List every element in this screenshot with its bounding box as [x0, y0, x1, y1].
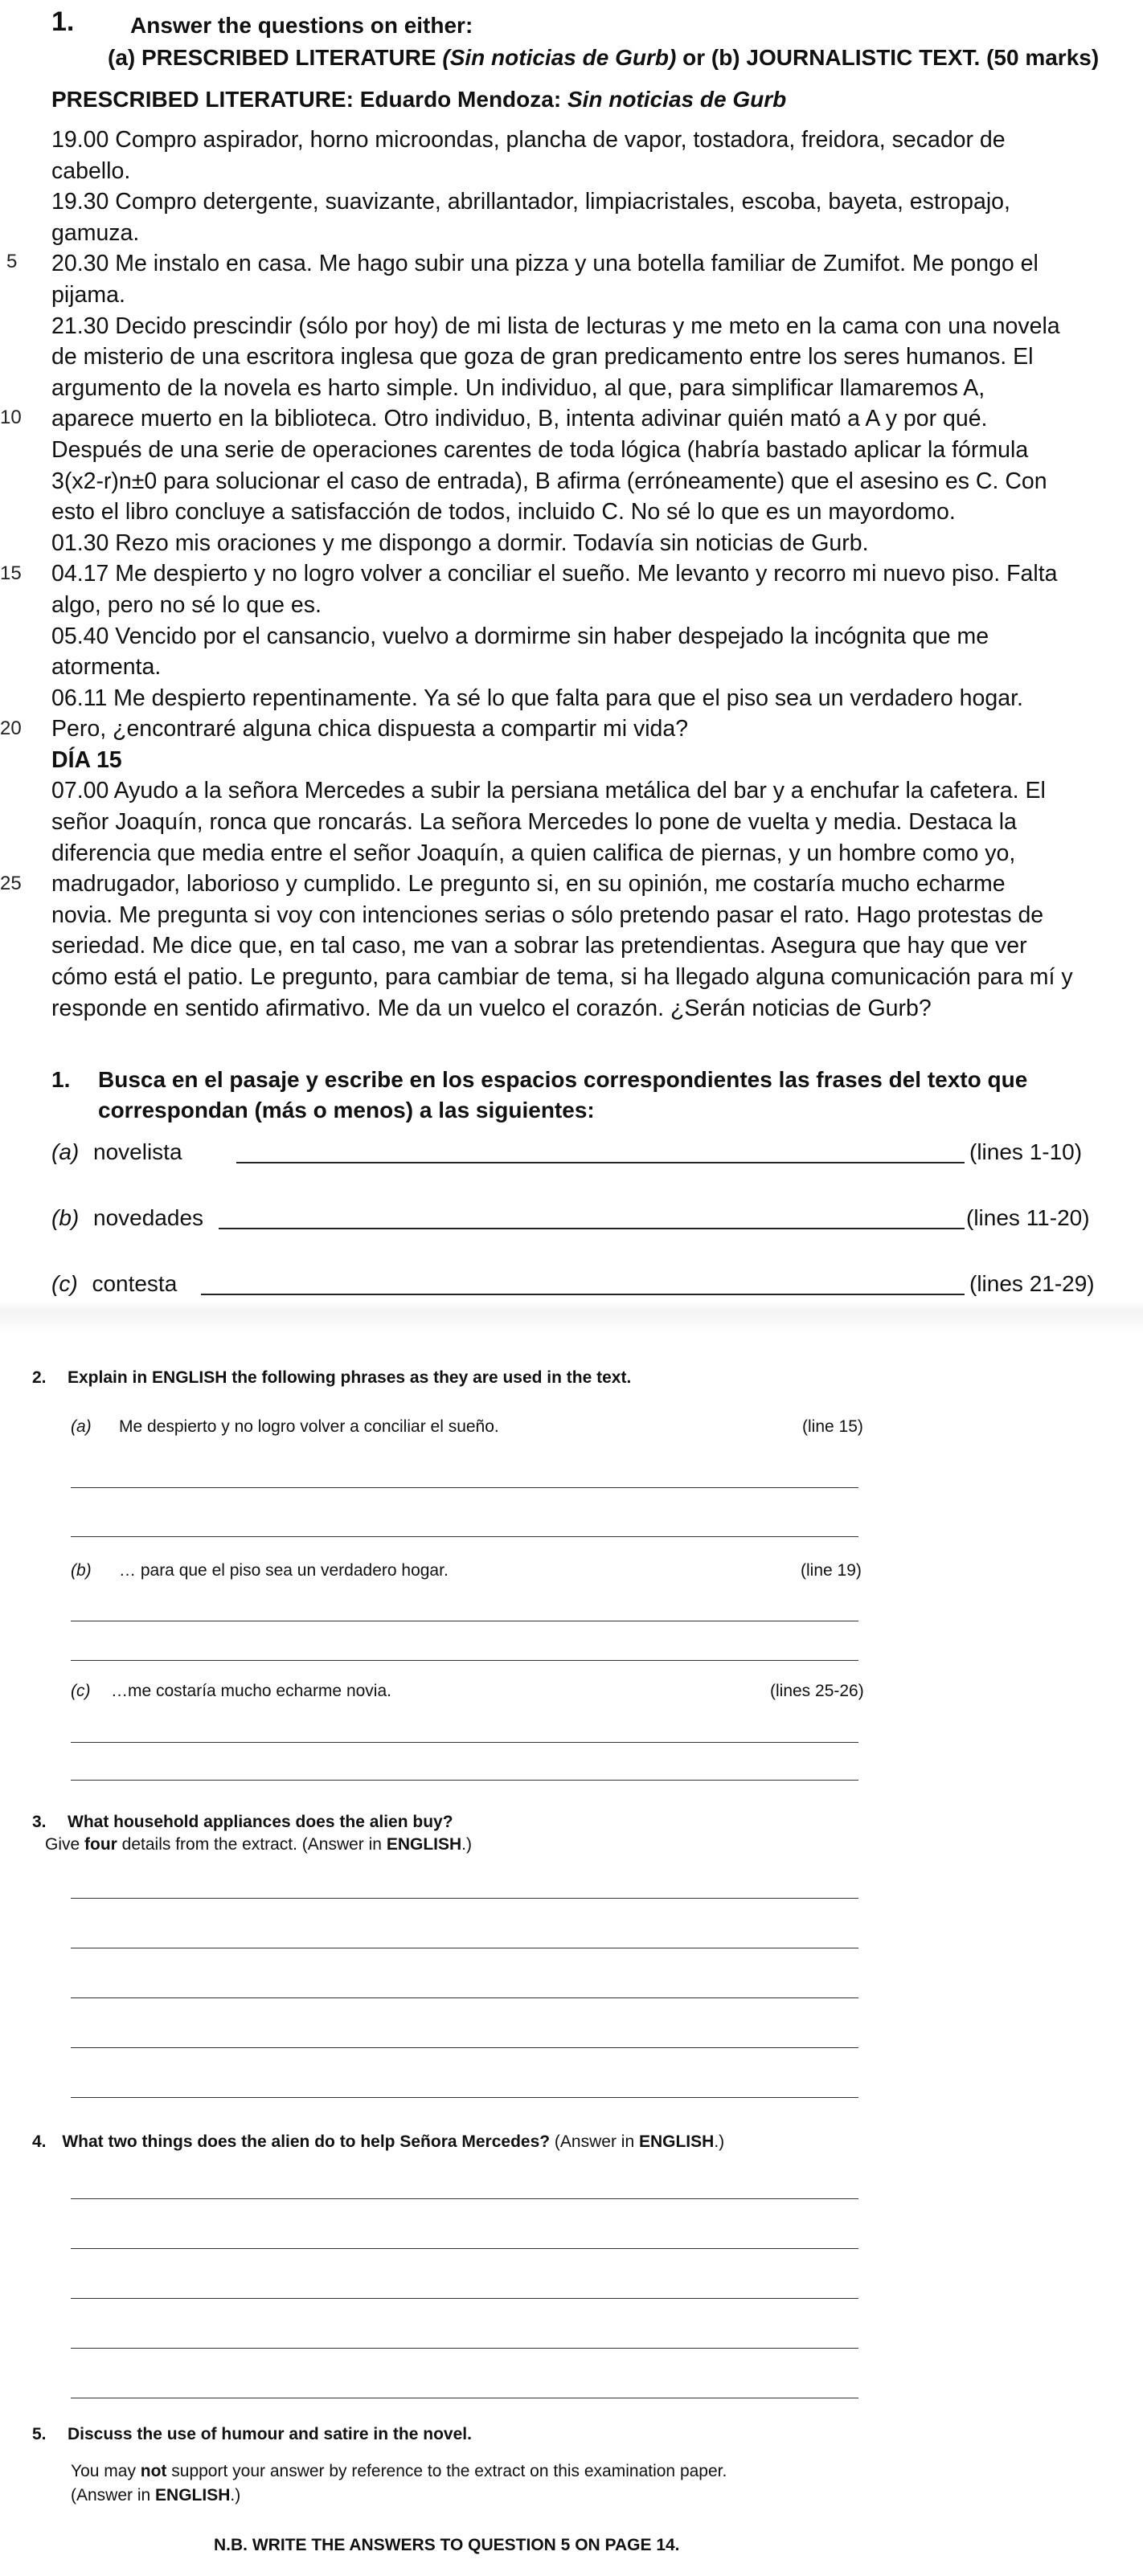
line-number: 5	[6, 251, 18, 272]
q3-subtext	[45, 1835, 472, 1854]
q5-note2	[71, 2486, 240, 2505]
line-number: 10	[0, 407, 22, 428]
q2-number: 2.	[32, 1368, 47, 1387]
passage-line: novia. Me pregunta si voy con intenciones serias o sólo pretendo pasar el rato. Hago protestas de	[51, 902, 1044, 928]
q1-number: 1.	[51, 1067, 71, 1092]
q4-sub-end: .)	[714, 2132, 725, 2151]
q2-item-ref: (line 19)	[801, 1561, 862, 1580]
page-fold-shadow	[0, 1302, 1143, 1334]
answer-line[interactable]	[71, 2198, 858, 2199]
answer-line[interactable]	[201, 1294, 965, 1295]
q5-note	[71, 2462, 727, 2481]
passage-line: señor Joaquín, ronca que roncarás. La señora Mercedes lo pone de vuelta y media. Destaca la	[51, 809, 1017, 836]
q1-item	[51, 1136, 182, 1167]
passage-line: Después de una serie de operaciones carentes de toda lógica (habría bastado aplicar la fórmula	[51, 436, 1029, 463]
line-number: 15	[0, 562, 22, 584]
answer-line[interactable]	[71, 1487, 858, 1488]
q4-sub-pre: (Answer in	[550, 2132, 639, 2151]
q2-item-phrase: Me despierto y no logro volver a conciliar el sueño.	[119, 1417, 499, 1436]
q1-item-word: contesta	[92, 1271, 178, 1296]
q1-item-letter: (b)	[51, 1205, 80, 1230]
answer-line[interactable]	[71, 1742, 858, 1743]
answer-line[interactable]	[236, 1162, 965, 1163]
passage-line: argumento de la novela es harto simple. Un individuo, al que, para simplificar llamaremos A,	[51, 374, 985, 401]
passage-line: madrugador, laborioso y cumplido. Le pregunto si, en su opinión, me costaría mucho echarme	[51, 871, 1006, 898]
q5-note2-end: .)	[230, 2486, 241, 2504]
q1-text-line1: Busca en el pasaje y escribe en los espacios correspondientes las frases del texto que	[98, 1067, 1028, 1092]
q3-number: 3.	[32, 1813, 47, 1831]
answer-line[interactable]	[71, 2097, 858, 2098]
q5-note2-pre: (Answer in	[71, 2486, 156, 2504]
q1-text-line2: correspondan (más o menos) a las siguientes:	[98, 1098, 595, 1122]
passage-line: Pero, ¿encontraré alguna chica dispuesta a compartir mi vida?	[51, 716, 689, 742]
q1-item-letter: (c)	[51, 1271, 78, 1296]
passage-line: esto el libro concluye a satisfacción de todos, incluido C. No sé lo que es un mayordomo.	[51, 499, 956, 525]
passage-line: aparece muerto en la biblioteca. Otro individuo, B, intenta adivinar quién mató a A y por qué.	[51, 406, 988, 432]
day-heading: DÍA 15	[51, 746, 122, 773]
q1-item	[51, 1268, 177, 1299]
q4-number: 4.	[32, 2132, 47, 2151]
q3-sub-bold: four	[84, 1835, 117, 1854]
section-title: Sin noticias de Gurb	[567, 87, 787, 112]
passage-line: pijama.	[51, 281, 125, 308]
passage-line: 05.40 Vencido por el cansancio, vuelvo a dormirme sin haber despejado la incógnita que me	[51, 623, 989, 649]
q1-item-word: novelista	[93, 1139, 182, 1164]
q2-item-ref: (lines 25-26)	[770, 1682, 864, 1700]
passage-line: 20.30 Me instalo en casa. Me hago subir una pizza y una botella familiar de Zumifot. Me pongo el	[51, 251, 1039, 277]
q2-text: Explain in ENGLISH the following phrases as they are used in the text.	[68, 1368, 632, 1387]
q5-title: Discuss the use of humour and satire in the novel.	[68, 2425, 472, 2443]
option-rest: or (b) JOURNALISTIC TEXT. (50 marks)	[676, 45, 1100, 70]
passage-line: algo, pero no sé lo que es.	[51, 591, 322, 618]
passage-line: atormenta.	[51, 654, 162, 681]
q2-item-ref: (line 15)	[802, 1417, 863, 1436]
passage-line: 01.30 Rezo mis oraciones y me dispongo a dormir. Todavía sin noticias de Gurb.	[51, 530, 869, 556]
passage-line: gamuza.	[51, 219, 140, 246]
passage-line: 19.00 Compro aspirador, horno microondas, plancha de vapor, tostadora, freidora, secador de	[51, 127, 1006, 153]
q1-item-ref: (lines 1-10)	[969, 1139, 1083, 1164]
q5-note-pre: You may	[71, 2462, 141, 2480]
q5-number: 5.	[32, 2425, 47, 2443]
passage-line: diferencia que media entre el señor Joaquín, a quien califica de piernas, y un hombre como yo,	[51, 840, 1016, 866]
q1-item	[51, 1202, 203, 1233]
answer-line[interactable]	[71, 2348, 858, 2349]
q5-note2-bold: ENGLISH	[155, 2486, 231, 2504]
q2-item-letter: (c)	[71, 1682, 91, 1700]
answer-line[interactable]	[71, 1997, 858, 1998]
line-number: 25	[0, 873, 22, 894]
options-line	[108, 42, 1099, 73]
passage-line: 06.11 Me despierto repentinamente. Ya sé lo que falta para que el piso sea un verdadero hogar.	[51, 685, 1023, 711]
q3-sub-pre: Give	[45, 1835, 85, 1854]
q5-footer: N.B. WRITE THE ANSWERS TO QUESTION 5 ON PAGE 14.	[214, 2536, 680, 2554]
section-heading	[51, 84, 786, 115]
q1-item-letter: (a)	[51, 1139, 80, 1164]
passage-line: cómo está el patio. Le pregunto, para cambiar de tema, si ha llegado alguna comunicación para mí y	[51, 964, 1073, 991]
line-number: 20	[0, 718, 22, 739]
q4-sub-bold: ENGLISH	[638, 2132, 715, 2151]
passage-line: cabello.	[51, 157, 131, 184]
q4-title: What two things does the alien do to help Señora Mercedes?	[62, 2132, 551, 2151]
answer-line[interactable]	[71, 1660, 858, 1661]
question-number: 1.	[51, 6, 75, 37]
passage-line: de misterio de una escritora inglesa que goza de gran predicamento entre los seres humanos. El	[51, 344, 1034, 370]
passage-line: 21.30 Decido prescindir (sólo por hoy) de mi lista de lecturas y me meto en la cama con una novela	[51, 313, 1060, 339]
passage-line: 19.30 Compro detergente, suavizante, abrillantador, limpiacristales, escoba, bayeta, estropajo,	[51, 189, 1010, 215]
q1-item-ref: (lines 11-20)	[966, 1205, 1090, 1230]
passage	[51, 125, 1120, 1024]
q2-item-letter: (b)	[71, 1561, 92, 1580]
q4-heading	[32, 2132, 724, 2152]
q1-item-word: novedades	[93, 1205, 204, 1230]
q2-item-phrase: …me costaría mucho echarme novia.	[111, 1682, 391, 1700]
q3-sub-end: .)	[461, 1835, 472, 1854]
answer-line[interactable]	[219, 1228, 965, 1229]
passage-line: 3(x2-r)n±0 para solucionar el caso de entrada), B afirma (erróneamente) que el asesino es C. Con	[51, 468, 1047, 494]
answer-line[interactable]	[71, 2047, 858, 2048]
q2-item-letter: (a)	[71, 1417, 92, 1436]
passage-line: 04.17 Me despierto y no logro volver a conciliar el sueño. Me levanto y recorro mi nuevo piso. Falta	[51, 561, 1058, 587]
answer-line[interactable]	[71, 1780, 858, 1781]
option-a-prefix: (a) PRESCRIBED LITERATURE	[108, 45, 443, 70]
option-a-title: (Sin noticias de Gurb)	[442, 45, 677, 70]
q3-sub-mid: details from the extract. (Answer in	[117, 1835, 387, 1854]
q2-item-phrase: … para que el piso sea un verdadero hogar.	[119, 1561, 449, 1580]
answer-line[interactable]	[71, 2298, 858, 2299]
instruction: Answer the questions on either:	[130, 13, 473, 38]
q3-sub-bold2: ENGLISH	[386, 1835, 462, 1854]
q5-note-mid: support your answer by reference to the extract on this examination paper.	[166, 2462, 727, 2480]
q3-title: What household appliances does the alien buy?	[68, 1813, 453, 1831]
answer-line[interactable]	[71, 1898, 858, 1899]
answer-line[interactable]	[71, 1536, 858, 1537]
section-label: PRESCRIBED LITERATURE: Eduardo Mendoza:	[51, 87, 567, 112]
q1-item-ref: (lines 21-29)	[969, 1271, 1095, 1296]
passage-line: 07.00 Ayudo a la señora Mercedes a subir la persiana metálica del bar y a enchufar la cafetera. El	[51, 778, 1046, 804]
answer-line[interactable]	[71, 2248, 858, 2249]
passage-line: responde en sentido afirmativo. Me da un vuelco el corazón. ¿Serán noticias de Gurb?	[51, 995, 932, 1021]
q5-note-bold: not	[140, 2462, 167, 2480]
passage-line: seriedad. Me dice que, en tal caso, me van a sobrar las pretendientas. Asegura que hay que ver	[51, 933, 1027, 959]
